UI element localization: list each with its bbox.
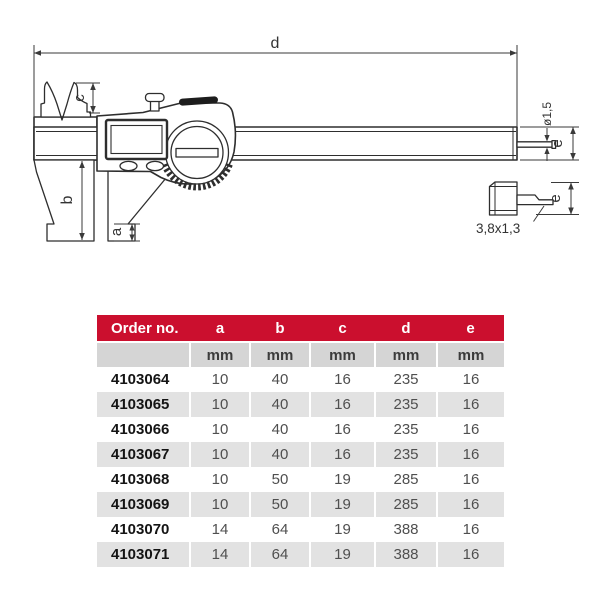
rod-diameter-label: ø1,5 <box>540 101 554 127</box>
value-cell: 64 <box>250 542 310 567</box>
order-no-cell: 4103071 <box>97 542 190 567</box>
value-cell: 10 <box>190 492 250 517</box>
value-cell: 16 <box>437 392 504 417</box>
dim-e-label: e <box>549 139 566 148</box>
order-no-header: Order no. <box>97 315 190 342</box>
value-cell: 16 <box>437 442 504 467</box>
table-row <box>97 467 504 492</box>
value-cell: 16 <box>310 392 375 417</box>
spec-table <box>97 315 504 567</box>
leader-line <box>534 206 545 222</box>
value-cell: 10 <box>190 467 250 492</box>
value-cell: 235 <box>375 417 437 442</box>
value-cell: 19 <box>310 467 375 492</box>
value-cell: 285 <box>375 467 437 492</box>
button-left <box>120 161 137 170</box>
column-header-c: c <box>310 315 375 342</box>
table-row <box>97 392 504 417</box>
order-no-cell: 4103064 <box>97 367 190 392</box>
table-row <box>97 417 504 442</box>
dim-b-label: b <box>59 195 76 205</box>
value-cell: 388 <box>375 517 437 542</box>
lock-screw-head <box>146 94 165 102</box>
value-cell: 285 <box>375 492 437 517</box>
order-no-cell: 4103065 <box>97 392 190 417</box>
value-cell: 14 <box>190 542 250 567</box>
unit-cell: mm <box>310 342 375 367</box>
value-cell: 16 <box>310 367 375 392</box>
dim-a-label: a <box>108 227 125 237</box>
value-cell: 19 <box>310 492 375 517</box>
spec-table-body <box>97 367 504 567</box>
order-no-cell: 4103067 <box>97 442 190 467</box>
value-cell: 10 <box>190 417 250 442</box>
value-cell: 10 <box>190 367 250 392</box>
value-cell: 235 <box>375 392 437 417</box>
unit-cell: mm <box>190 342 250 367</box>
value-cell: 10 <box>190 442 250 467</box>
column-header-b: b <box>250 315 310 342</box>
units-row-empty-cell <box>97 342 190 367</box>
value-cell: 16 <box>437 367 504 392</box>
value-cell: 235 <box>375 367 437 392</box>
value-cell: 16 <box>437 417 504 442</box>
value-cell: 64 <box>250 517 310 542</box>
caliper-technical-drawing <box>0 0 600 280</box>
value-cell: 14 <box>190 517 250 542</box>
value-cell: 16 <box>437 467 504 492</box>
value-cell: 16 <box>437 517 504 542</box>
value-cell: 16 <box>310 442 375 467</box>
value-cell: 16 <box>437 542 504 567</box>
column-header-d: d <box>375 315 437 342</box>
dim-c-label: c <box>71 94 88 102</box>
order-no-cell: 4103066 <box>97 417 190 442</box>
order-no-cell: 4103068 <box>97 467 190 492</box>
value-cell: 235 <box>375 442 437 467</box>
lcd-screen <box>111 126 162 154</box>
value-cell: 16 <box>437 492 504 517</box>
column-header-a: a <box>190 315 250 342</box>
value-cell: 16 <box>310 417 375 442</box>
table-row <box>97 367 504 392</box>
unit-cell: mm <box>375 342 437 367</box>
dim-d-label: d <box>270 35 280 52</box>
column-header-e: e <box>437 315 504 342</box>
value-cell: 40 <box>250 392 310 417</box>
order-no-cell: 4103069 <box>97 492 190 517</box>
rod-detail-view <box>476 182 553 236</box>
table-row <box>97 492 504 517</box>
flat-rod-size-label: 3,8x1,3 <box>476 221 521 236</box>
value-cell: 388 <box>375 542 437 567</box>
value-cell: 40 <box>250 417 310 442</box>
value-cell: 19 <box>310 542 375 567</box>
value-cell: 50 <box>250 467 310 492</box>
value-cell: 50 <box>250 492 310 517</box>
value-cell: 10 <box>190 392 250 417</box>
caliper-body <box>34 82 556 241</box>
value-cell: 40 <box>250 367 310 392</box>
value-cell: 40 <box>250 442 310 467</box>
unit-cell: mm <box>250 342 310 367</box>
table-row <box>97 542 504 567</box>
unit-cell: mm <box>437 342 504 367</box>
button-right <box>147 161 164 170</box>
table-row <box>97 517 504 542</box>
dim-e-detail-label: e <box>547 194 564 203</box>
table-row <box>97 442 504 467</box>
wheel-slot <box>176 149 218 158</box>
order-no-cell: 4103070 <box>97 517 190 542</box>
value-cell: 19 <box>310 517 375 542</box>
units-row <box>97 342 504 367</box>
spec-table-header-row <box>97 315 504 342</box>
